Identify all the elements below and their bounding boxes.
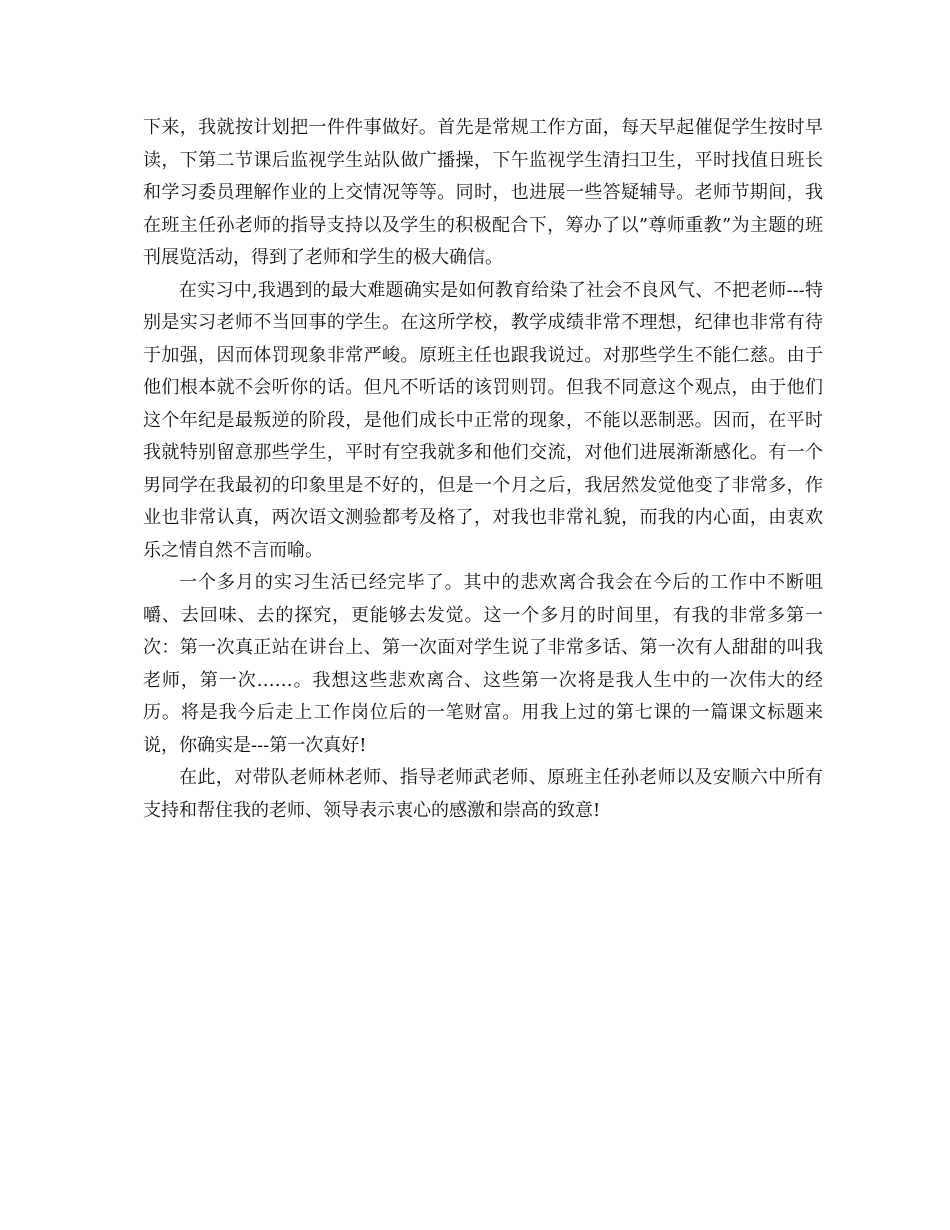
paragraph-4: 在此，对带队老师林老师、指导老师武老师、原班主任孙老师以及安顺六中所有支持和帮住我的老师、领导表示衷心的感激和崇高的致意! — [143, 767, 823, 821]
paragraph-3: 一个多月的实习生活已经完毕了。其中的悲欢离合我会在今后的工作中不断咀嚼、去回味、去的探究，更能够去发觉。这一个多月的时间里，有我的非常多第一次：第一次真正站在讲台上、第一次面对学生说了非常多话、第一次有人甜甜的叫我老师，第一次……。我想这些悲欢离合、这些第一次将是我人生中的一次伟大的经历。将是我今后走上工作岗位后的一笔财富。用我上过的第七课的一篇课文标题来说，你确实是---第一次真好! — [143, 572, 823, 756]
document-body — [143, 112, 823, 827]
paragraph-2: 在实习中,我遇到的最大难题确实是如何教育给染了社会不良风气、不把老师---特别是实习老师不当回事的学生。在这所学校，教学成绩非常不理想，纪律也非常有待于加强，因而体罚现象非常严峻。原班主任也跟我说过。对那些学生不能仁慈。由于他们根本就不会听你的话。但凡不听话的该罚则罚。但我不同意这个观点，由于他们这个年纪是最叛逆的阶段，是他们成长中正常的现象，不能以恶制恶。因而，在平时我就特别留意那些学生，平时有空我就多和他们交流，对他们进展渐渐感化。有一个男同学在我最初的印象里是不好的，但是一个月之后，我居然发觉他变了非常多，作业也非常认真，两次语文测验都考及格了，对我也非常礼貌，而我的内心面，由衷欢乐之情自然不言而喻。 — [143, 279, 823, 561]
paragraph-1: 下来，我就按计划把一件件事做好。首先是常规工作方面，每天早起催促学生按时早读，下第二节课后监视学生站队做广播操，下午监视学生清扫卫生，平时找值日班长和学习委员理解作业的上交情况等等。同时，也进展一些答疑辅导。老师节期间，我在班主任孙老师的指导支持以及学生的积极配合下，筹办了以”尊师重教”为主题的班刊展览活动，得到了老师和学生的极大确信。 — [143, 117, 823, 268]
